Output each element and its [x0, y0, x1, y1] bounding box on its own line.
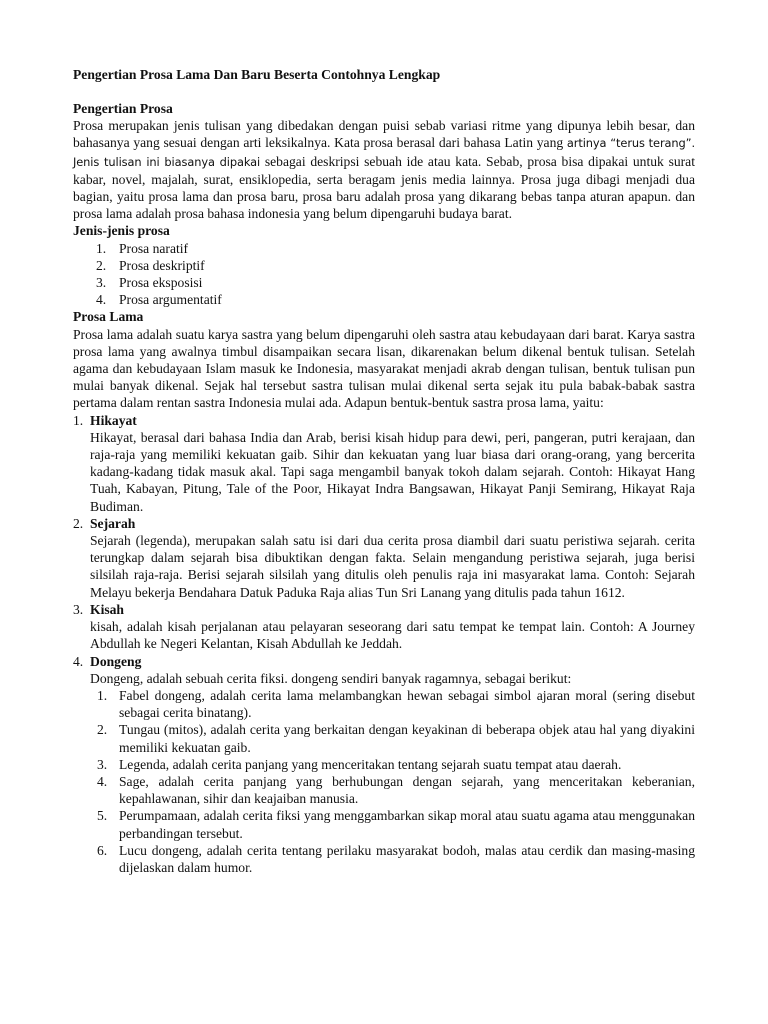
- form-name: Dongeng: [90, 653, 142, 669]
- sub-list-item: [90, 773, 695, 807]
- section-heading-jenis: Jenis-jenis prosa: [73, 223, 170, 239]
- list-number: 3.: [96, 275, 107, 291]
- sub-list-item-text: Fabel dongeng, adalah cerita lama melambangkan hewan sebagai simbol ajaran moral (sering disebut sebagai cerita binatang).: [119, 687, 695, 721]
- pengertian-text-b: sebagai deskripsi sebuah ide atau kata. Sebab, prosa bisa dipakai untuk surat kabar, novel, majalah, surat, ensiklopedia, serta beragam jenis media lainnya. Prosa juga dibagi menjadi dua bagian, yaitu prosa lama dan prosa baru, prosa baru adalah prosa yang dikarang bebas tanpa aturan apapun. dan prosa lama adalah prosa bahasa indonesia yang belum dipengaruhi budaya barat.: [73, 153, 695, 222]
- list-item-text: Prosa deskriptif: [119, 257, 205, 273]
- sub-list-item: [90, 842, 695, 876]
- list-item: [73, 291, 695, 308]
- sub-list-item-text: Lucu dongeng, adalah cerita tentang perilaku masyarakat bodoh, malas atau cerdik dan masing-masing dijelaskan dalam humor.: [119, 842, 695, 875]
- list-number: 4.: [73, 653, 84, 669]
- list-number: 4.: [96, 292, 107, 308]
- form-item-dongeng: [73, 653, 695, 877]
- list-number: 2.: [97, 722, 108, 738]
- list-item-text: Prosa argumentatif: [119, 292, 222, 308]
- list-item-text: Prosa naratif: [119, 240, 189, 256]
- dongeng-sublist: [90, 687, 695, 876]
- sub-list-item-text: Sage, adalah cerita panjang yang berhubungan dengan sejarah, yang menceritakan keberanian, kepahlawanan, sihir dan keajaiban manusia.: [119, 773, 695, 807]
- sub-list-item: [90, 721, 695, 755]
- form-name: Hikayat: [90, 412, 137, 428]
- list-number: 4.: [97, 773, 108, 789]
- list-item-text: Prosa eksposisi: [119, 275, 203, 291]
- spacer: [73, 83, 695, 100]
- list-item: [73, 274, 695, 291]
- list-number: 3.: [73, 601, 84, 617]
- sub-list-item: [90, 687, 695, 721]
- form-description: Hikayat, berasal dari bahasa India dan Arab, berisi kisah hidup para dewi, peri, pangeran, putri kerajaan, dan raja-raja yang memiliki kekuatan gaib. Sihir dan kekuatan yang luar biasa dari orang-orang, yang bercerita kadang-kadang tidak masuk akal. Tapi saga mengambil banyak tokoh dalam sejarah. Contoh: Hikayat Hang Tuah, Kabayan, Pitung, Tale of the Poor, Hikayat Indra Bangsawan, Hikayat Panji Semirang, Hikayat Raja Budiman.: [90, 429, 695, 514]
- jenis-list: [73, 240, 695, 309]
- sub-list-item-text: Tungau (mitos), adalah cerita yang berkaitan dengan keyakinan di beberapa objek atau hal yang diyakini memiliki kekuatan gaib.: [119, 722, 695, 755]
- sub-list-item: [90, 756, 695, 773]
- list-number: 3.: [97, 756, 108, 772]
- list-number: 1.: [97, 687, 108, 703]
- list-number: 5.: [97, 808, 108, 824]
- sub-list-item-text: Perumpamaan, adalah cerita fiksi yang menggambarkan sikap moral atau suatu agama atau menggunakan perbandingan tersebut.: [119, 808, 695, 841]
- section-heading-prosa-lama: Prosa Lama: [73, 309, 144, 325]
- form-description: Sejarah (legenda), merupakan salah satu isi dari dua cerita prosa diambil dari suatu peristiwa sejarah. cerita terungkap dalam sejarah bisa dibuktikan dengan fakta. Selain mengandung peristiwa sejarah, juga berisi silsilah raja-raja. Berisi sejarah silsilah yang ditulis oleh penulis raja ini masyarakat lama. Contoh: Sejarah Melayu bekerja Bendahara Datuk Paduka Raja alias Tun Sri Lanang yang ditulis pada tahun 1612.: [90, 533, 695, 600]
- form-description: Dongeng, adalah sebuah cerita fiksi. dongeng sendiri banyak ragamnya, sebagai berikut:: [90, 670, 572, 686]
- document-title: Pengertian Prosa Lama Dan Baru Beserta Contohnya Lengkap: [73, 67, 441, 82]
- list-number: 2.: [73, 515, 84, 531]
- form-description: kisah, adalah kisah perjalanan atau pelayaran seseorang dari satu tempat ke tempat lain. Contoh: A Journey Abdullah ke Negeri Kelantan, Kisah Abdullah ke Jeddah.: [90, 619, 695, 652]
- list-item: [73, 240, 695, 257]
- section-heading-pengertian: Pengertian Prosa: [73, 101, 173, 116]
- paragraph-prosa-lama: Prosa lama adalah suatu karya sastra yang belum dipengaruhi oleh sastra atau kebudayaan dari barat. Karya sastra prosa lama yang awalnya timbul disampaikan secara lisan, dikarenakan belum dikenal bentuk tulisan. Setelah agama dan kebudayaan Islam masuk ke Indonesia, masyarakat menjadi akrab dengan tulisan, bentuk tulisan pun mulai banyak dikenal. Sejak hal tersebut sastra tulisan mulai dikenal serta sejak itu pula babak-babak sastra pertama dalam rentan sastra Indonesia mulai ada. Adapun bentuk-bentuk sastra prosa lama, yaitu:: [73, 326, 695, 411]
- sub-list-item-text: Legenda, adalah cerita panjang yang menceritakan tentang sejarah suatu tempat atau daerah.: [119, 756, 622, 772]
- pengertian-text-sans: artinya “terus terang”. Jenis tulisan ini biasanya dipakai: [73, 136, 695, 169]
- pengertian-text-a: Prosa merupakan jenis tulisan yang dibedakan dengan puisi sebab variasi ritme yang dipunya lebih besar, dan bahasanya yang sesuai dengan arti leksikalnya. Kata prosa berasal dari bahasa Latin yang: [73, 118, 695, 151]
- form-item-sejarah: [73, 515, 695, 601]
- form-name: Sejarah: [90, 515, 136, 531]
- form-name: Kisah: [90, 601, 124, 617]
- list-number: 2.: [96, 257, 107, 273]
- paragraph-pengertian: [73, 117, 695, 222]
- list-number: 6.: [97, 842, 108, 858]
- list-number: 1.: [96, 240, 107, 256]
- sub-list-item: [90, 807, 695, 841]
- list-number: 1.: [73, 412, 84, 428]
- form-item-hikayat: [73, 412, 695, 515]
- list-item: [73, 257, 695, 274]
- form-item-kisah: [73, 601, 695, 653]
- forms-list: [73, 412, 695, 876]
